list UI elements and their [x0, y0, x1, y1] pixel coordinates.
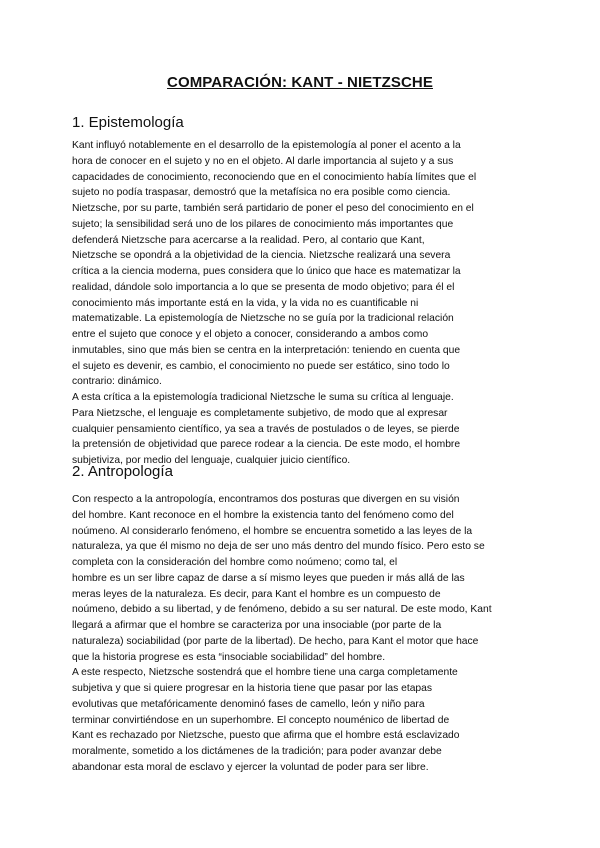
- text-line: noúmeno. Al considerarlo fenómeno, el hombre se encuentra sometido a las leyes de la: [72, 525, 473, 537]
- text-line: completa con la consideración del hombre como noúmeno; como tal, el: [72, 557, 398, 568]
- text-line: meras leyes de la naturaleza. Es decir, para Kant el hombre es un compuesto de: [72, 588, 441, 600]
- text-line: la pretensión de objetividad que parece rodear a la ciencia. De este modo, el hombre: [72, 439, 461, 451]
- text-line: conocimiento más importante está en la vida, y la vida no es cuantificable ni: [72, 297, 419, 309]
- text-line: subjetiviza, por medio del lenguaje, cualquier juicio científico.: [72, 455, 351, 466]
- text-line: realidad, dándole solo importancia a lo que se presenta de modo objetivo; para él el: [72, 281, 455, 293]
- text-line: del hombre. Kant reconoce en el hombre la existencia tanto del fenómeno como del: [72, 509, 454, 521]
- text-line: subjetiva y que si quiere progresar en la historia tiene que pasar por las etapas: [72, 683, 433, 694]
- text-line: abandonar esta moral de esclavo y ejercer la voluntad de poder para ser libre.: [72, 761, 429, 773]
- text-line: naturaleza, ya que él mismo no deja de ser uno más dentro del mundo físico. Pero esto se: [72, 541, 485, 553]
- text-line: Para Nietzsche, el lenguaje es completamente subjetivo, de modo que al expresar: [72, 407, 448, 419]
- text-line: que la historia progrese es esta “insociable sociabilidad” del hombre.: [72, 651, 386, 663]
- text-line: defenderá Nietzsche para acercarse a la realidad. Pero, al contario que Kant,: [72, 234, 425, 246]
- text-line: capacidades de conocimiento, reconociendo que en el conocimiento había límites que el: [72, 171, 477, 183]
- section-body-antropologia: [72, 492, 532, 776]
- text-line: moralmente, sometido a los dictámenes de la tradición; para poder avanzar debe: [72, 746, 442, 757]
- text-line: terminar convirtiéndose en un superhombre. El concepto nouménico de libertad de: [72, 714, 450, 726]
- text-line: hora de conocer en el sujeto y no en el objeto. Al darle importancia al sujeto y a sus: [72, 155, 454, 167]
- text-line: Con respecto a la antropología, encontramos dos posturas que divergen en su visión: [72, 494, 460, 505]
- section-heading-antropologia: 2. Antropología: [72, 463, 173, 480]
- text-line: llegará a afirmar que el hombre se caracteriza por una insociable (por parte de la: [72, 620, 442, 631]
- text-line: sujeto no podía traspasar, demostró que la metafísica no era posible como ciencia.: [72, 187, 451, 199]
- section-body-epistemologia: [72, 138, 532, 469]
- text-line: Nietzsche, por su parte, también será partidario de poner el peso del conocimiento en el: [72, 203, 474, 214]
- text-line: hombre es un ser libre capaz de darse a sí mismo leyes que pueden ir más allá de las: [72, 572, 465, 584]
- text-line: evolutivas que metafóricamente denominó fases de camello, león y niño para: [72, 698, 425, 710]
- text-line: naturaleza) sociabilidad (por parte de la libertad). De hecho, para Kant el motor que hace: [72, 635, 479, 647]
- document-title: COMPARACIÓN: KANT - NIETZSCHE: [167, 74, 433, 91]
- text-line: Kant influyó notablemente en el desarrollo de la epistemología al poner el acento a la: [72, 140, 461, 151]
- text-line: A esta crítica a la epistemología tradicional Nietzsche le suma su crítica al lenguaje.: [72, 392, 454, 403]
- text-line: contrario: dinámico.: [72, 376, 162, 388]
- text-line: A este respecto, Nietzsche sostendrá que el hombre tiene una carga completamente: [72, 667, 458, 679]
- text-line: sujeto; la sensibilidad será uno de los pilares de conocimiento más importantes que: [72, 218, 454, 230]
- text-line: crítica a la ciencia moderna, pues considera que lo único que hace es matematizar la: [72, 266, 461, 277]
- text-line: Nietzsche se opondrá a la objetividad de la ciencia. Nietzsche realizará una severa: [72, 250, 451, 262]
- text-line: entre el sujeto que conoce y el objeto a conocer, considerando a ambos como: [72, 329, 429, 340]
- text-line: el sujeto es devenir, es cambio, el conocimiento no puede ser estático, sino todo lo: [72, 360, 450, 372]
- section-heading-epistemologia: 1. Epistemología: [72, 114, 184, 131]
- text-line: noúmeno, debido a su libertad, y de fenómeno, debido a su ser natural. De este modo, Kant: [72, 604, 492, 616]
- text-line: matematizable. La epistemología de Nietzsche no se guía por la tradicional relación: [72, 313, 454, 325]
- text-line: inmutables, sino que más bien se centra en la interpretación: teniendo en cuenta que: [72, 344, 461, 356]
- text-line: Kant es rechazado por Nietzsche, puesto que afirma que el hombre está esclavizado: [72, 730, 460, 742]
- text-line: cualquier pensamiento científico, ya sea a través de postulados o de leyes, se pierde: [72, 423, 460, 435]
